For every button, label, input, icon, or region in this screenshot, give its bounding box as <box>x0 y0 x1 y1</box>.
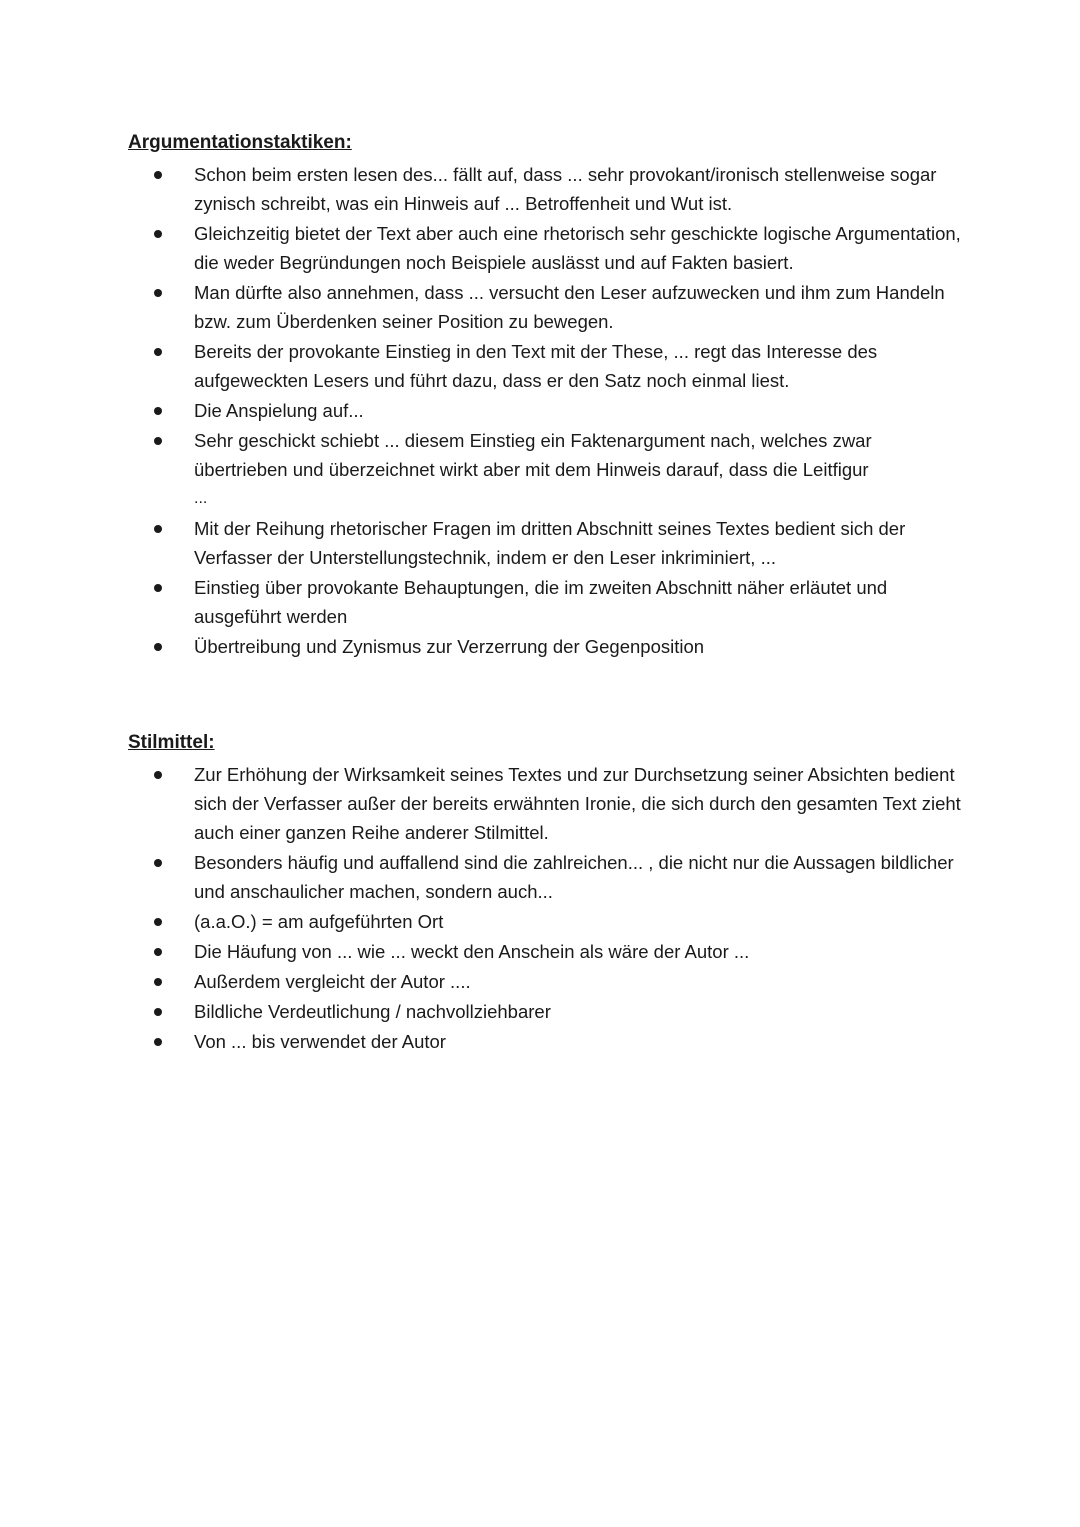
list-item: Einstieg über provokante Behauptungen, die im zweiten Abschnitt näher erläutet und ausgeführt werden <box>128 573 968 631</box>
list-item: Übertreibung und Zynismus zur Verzerrung der Gegenposition <box>128 632 968 661</box>
bullet-list <box>128 160 968 661</box>
bullet-icon <box>154 348 162 356</box>
list-item: Bildliche Verdeutlichung / nachvollziehbarer <box>128 997 968 1026</box>
bullet-icon <box>154 1008 162 1016</box>
section-stilmittel <box>128 730 968 1057</box>
list-item: Mit der Reihung rhetorischer Fragen im dritten Abschnitt seines Textes bedient sich der Verfasser der Unterstellungstechnik, indem er den Leser inkriminiert, ... <box>128 514 968 572</box>
list-item: Man dürfte also annehmen, dass ... versucht den Leser aufzuwecken und ihm zum Handeln bzw. zum Überdenken seiner Position zu bewegen. <box>128 278 968 336</box>
list-item: Von ... bis verwendet der Autor <box>128 1027 968 1056</box>
bullet-icon <box>154 407 162 415</box>
list-item: Die Häufung von ... wie ... weckt den Anschein als wäre der Autor ... <box>128 937 968 966</box>
list-item: Zur Erhöhung der Wirksamkeit seines Textes und zur Durchsetzung seiner Absichten bedient sich der Verfasser außer der bereits erwähnten Ironie, die sich durch den gesamten Text zieht auch einer ganzen Reihe anderer Stilmittel. <box>128 760 968 847</box>
bullet-list <box>128 760 968 1056</box>
bullet-icon <box>154 948 162 956</box>
bullet-icon <box>154 289 162 297</box>
list-item: Besonders häufig und auffallend sind die zahlreichen... , die nicht nur die Aussagen bildlicher und anschaulicher machen, sondern auch... <box>128 848 968 906</box>
section-heading: Stilmittel: <box>128 732 215 753</box>
list-item: Die Anspielung auf... <box>128 396 968 425</box>
bullet-icon <box>154 918 162 926</box>
bullet-icon <box>154 437 162 445</box>
bullet-icon <box>154 525 162 533</box>
bullet-icon <box>154 771 162 779</box>
bullet-icon <box>154 1038 162 1046</box>
list-item: Gleichzeitig bietet der Text aber auch eine rhetorisch sehr geschickte logische Argumentation, die weder Begründungen noch Beispiele auslässt und auf Fakten basiert. <box>128 219 968 277</box>
list-item: (a.a.O.) = am aufgeführten Ort <box>128 907 968 936</box>
list-item: Bereits der provokante Einstieg in den Text mit der These, ... regt das Interesse des aufgeweckten Lesers und führt dazu, dass er den Satz noch einmal liest. <box>128 337 968 395</box>
continuation-ellipsis: ... <box>194 490 208 507</box>
section-argumentationstaktiken <box>128 130 968 662</box>
bullet-icon <box>154 859 162 867</box>
list-item: Außerdem vergleicht der Autor .... <box>128 967 968 996</box>
bullet-icon <box>154 643 162 651</box>
section-heading: Argumentationstaktiken: <box>128 132 352 153</box>
list-item: Schon beim ersten lesen des... fällt auf, dass ... sehr provokant/ironisch stellenweise sogar zynisch schreibt, was ein Hinweis auf ... Betroffenheit und Wut ist. <box>128 160 968 218</box>
bullet-icon <box>154 978 162 986</box>
bullet-icon <box>154 230 162 238</box>
bullet-icon <box>154 171 162 179</box>
bullet-icon <box>154 584 162 592</box>
list-item: Sehr geschickt schiebt ... diesem Einstieg ein Faktenargument nach, welches zwar übertrieben und überzeichnet wirkt aber mit dem Hinweis darauf, dass die Leitfigur ... <box>128 426 968 513</box>
